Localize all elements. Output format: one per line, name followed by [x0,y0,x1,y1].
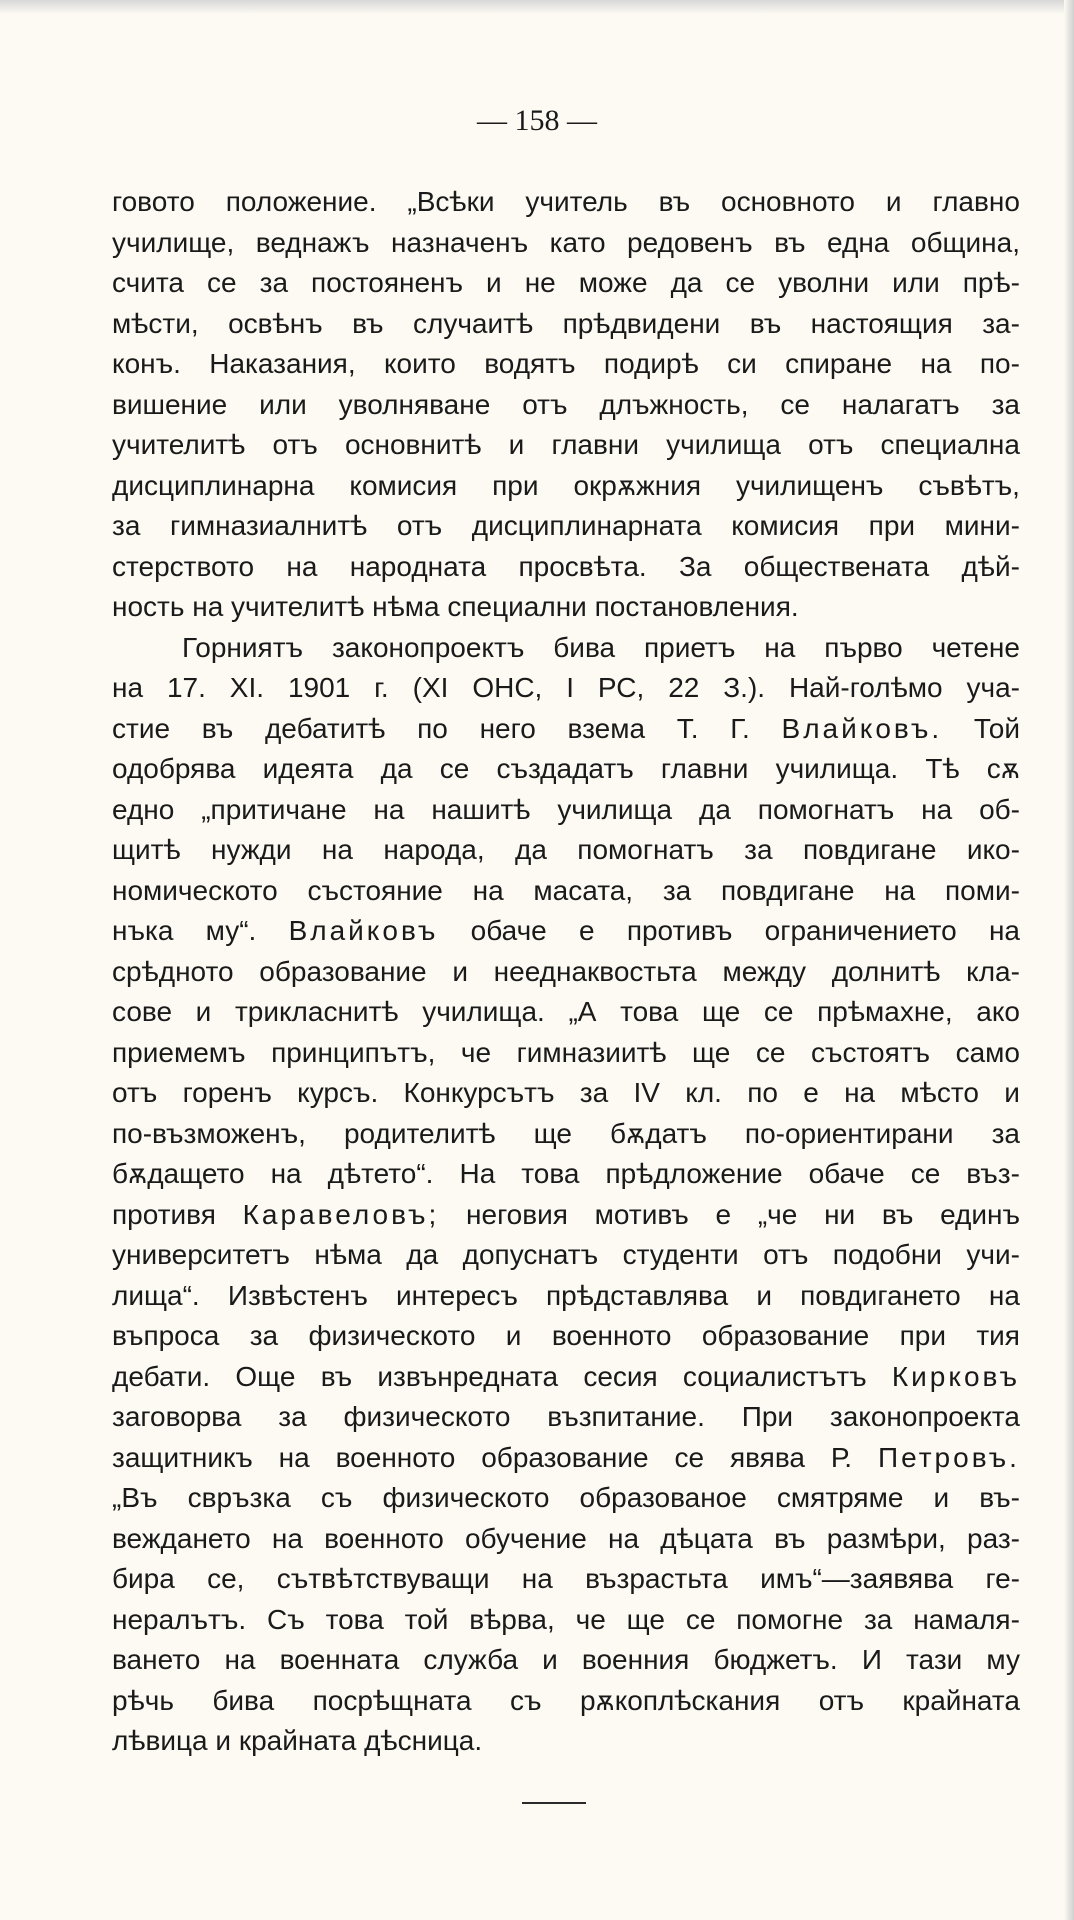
text-line: приемемъ принципътъ, че гимназиитѣ ще се състоятъ само [112,1036,1020,1068]
paragraph [112,628,1020,1762]
text-line: счита се за постояненъ и не може да се уволни или прѣ- [112,267,1020,298]
text-line: стерството на народната просвѣта. За обществената дѣй- [112,550,1020,582]
text-line: дебати. Още въ извънредната сесия социалистътъ Кирковъ [112,1360,1020,1392]
text-line: бира се, сътвѣтствуващи на възрастьта имъ“—заявява ге- [112,1563,1020,1594]
text-line: въпроса за физическото и военното образование при тия [112,1320,1020,1351]
text-line: сове и трикласнитѣ училища. „А това ще се прѣмахне, ако [112,996,1020,1027]
text-line: конъ. Наказания, които водятъ подирѣ си спиране на по- [112,348,1020,379]
closing-rule [522,1802,586,1804]
text-line: стие въ дебатитѣ по него взема Т. Г. Влайковъ. Той [112,712,1020,744]
text-line: бѫдащето на дѣтето“. На това прѣдложение обаче се въз- [112,1158,1020,1189]
text-line: номическото състояние на масата, за повдигане на поми- [112,874,1020,906]
body-text [112,182,1020,1762]
text-line: защитникъ на военното образование се явява Р. Петровъ. [112,1441,1020,1473]
text-line: нералътъ. Съ това той вѣрва, че ще се помогне за намаля- [112,1603,1020,1635]
text-line: за гимназиалнитѣ отъ дисциплинарната комисия при мини- [112,510,1020,541]
scan-edge-top [0,0,1074,14]
text-line: лища“. Извѣстенъ интересъ прѣдставлява и повдигането на [112,1279,1020,1311]
text-line: нъка му“. Влайковъ обаче е противъ ограничението на [112,915,1020,946]
page-number: — 158 — [477,104,597,137]
scan-edge-right [1064,0,1074,1920]
text-line: заговорва за физическото възпитание. При законопроекта [112,1401,1020,1432]
text-line: отъ горенъ курсъ. Конкурсътъ за IV кл. по е на мѣсто и [112,1077,1020,1108]
text-line: едно „притичане на нашитѣ училища да помогнатъ на об- [112,793,1020,825]
text-line: веждането на военното обучение на дѣцата въ размѣри, раз- [112,1522,1020,1554]
text-line: учителитѣ отъ основнитѣ и главни училища отъ специална [112,429,1020,460]
text-line: говото положение. „Всѣки учитель въ основното и главно [112,186,1020,217]
text-line: на 17. XI. 1901 г. (XI ОНС, I РС, 22 З.). Най-голѣмо уча- [112,672,1020,703]
text-line: ность на учителитѣ нѣма специални постановления. [112,591,799,622]
text-line: щитѣ нужди на народа, да помогнатъ за повдигане ико- [112,834,1020,865]
paragraph [112,182,1020,628]
text-line: Горниятъ законопроектъ бива приетъ на първо четене [182,631,1020,663]
text-line: „Въ свръзка съ физическото образованое смятряме и въ- [112,1482,1020,1513]
text-line: дисциплинарна комисия при окрѫжния училищенъ съвѣтъ, [112,469,1020,501]
text-line: по-възможенъ, родителитѣ ще бѫдатъ по-ориентирани за [112,1117,1020,1149]
text-line: противя Каравеловъ; неговия мотивъ е „че ни въ единъ [112,1198,1020,1230]
text-line: мѣсти, освѣнъ въ случаитѣ прѣдвидени въ настоящия за- [112,307,1020,339]
text-line: срѣдното образование и нееднаквостьта между долнитѣ кла- [112,955,1020,987]
text-line: лѣвица и крайната дѣсница. [112,1725,483,1756]
text-line: вишение или уволняване отъ длъжность, се налагатъ за [112,388,1020,420]
text-line: университетъ нѣма да допуснатъ студенти отъ подобни учи- [112,1239,1020,1270]
text-line: рѣчь бива посрѣщната съ рѫкоплѣскания отъ крайната [112,1684,1020,1716]
text-line: училище, веднажъ назначенъ като редовенъ въ една община, [112,226,1020,258]
text-line: ването на военната служба и военния бюджетъ. И тази му [112,1644,1020,1675]
text-line: одобрява идеята да се създадатъ главни училища. Тѣ сѫ [112,753,1020,784]
